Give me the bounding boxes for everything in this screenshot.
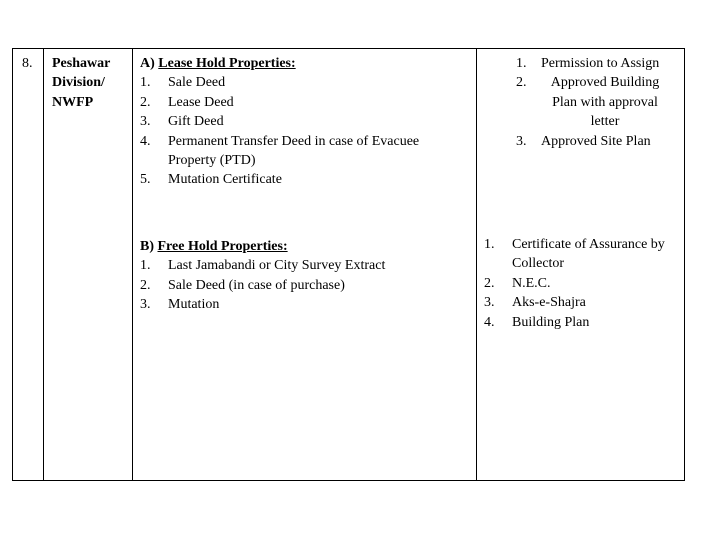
list-item: 1. Last Jamabandi or City Survey Extract [140, 258, 386, 274]
requirements-free-hold [484, 235, 684, 332]
list-item: 3. Aks-e-Shajra [484, 295, 586, 311]
section-heading [140, 237, 470, 256]
list-item: 4. Building Plan [484, 314, 590, 330]
free-hold-requirement-list [484, 235, 684, 332]
list-item: 4. Permanent Transfer Deed in case of Evacuee Property (PTD) [140, 133, 420, 169]
section-title: Free Hold Properties: [157, 239, 288, 254]
division-name: NWFP [52, 94, 94, 110]
section-title: Lease Hold Properties: [158, 56, 296, 71]
list-item: 3. Gift Deed [140, 114, 224, 130]
section-prefix: A) [140, 56, 155, 71]
division-name: Peshawar [52, 56, 111, 71]
requirements-lease-hold [516, 54, 686, 151]
list-item: 3. Approved Site Plan [516, 133, 651, 149]
lease-hold-requirement-list [516, 54, 686, 151]
section-heading [140, 54, 470, 73]
list-item: 3. Mutation [140, 297, 220, 313]
section-prefix: B) [140, 239, 154, 254]
column-divider [43, 49, 44, 480]
division-name: Division/ [52, 75, 105, 91]
column-divider [476, 49, 477, 480]
serial-number: 8. [22, 56, 33, 71]
column-divider [132, 49, 133, 480]
document-table [12, 48, 685, 481]
section-lease-hold [140, 54, 470, 190]
list-item: 1. Certificate of Assurance by Collector [484, 237, 665, 272]
list-item: 2. Sale Deed (in case of purchase) [140, 277, 345, 293]
list-item: 2. Approved Building Plan with approval letter [516, 75, 660, 130]
section-free-hold [140, 237, 470, 315]
list-item: 1. Permission to Assign [516, 56, 660, 71]
list-item: 2. N.E.C. [484, 275, 551, 291]
division-cell [52, 54, 132, 112]
free-hold-document-list [140, 256, 470, 314]
list-item: 1. Sale Deed [140, 75, 226, 91]
lease-hold-document-list [140, 73, 470, 189]
list-item: 5. Mutation Certificate [140, 172, 282, 188]
list-item: 2. Lease Deed [140, 94, 234, 110]
